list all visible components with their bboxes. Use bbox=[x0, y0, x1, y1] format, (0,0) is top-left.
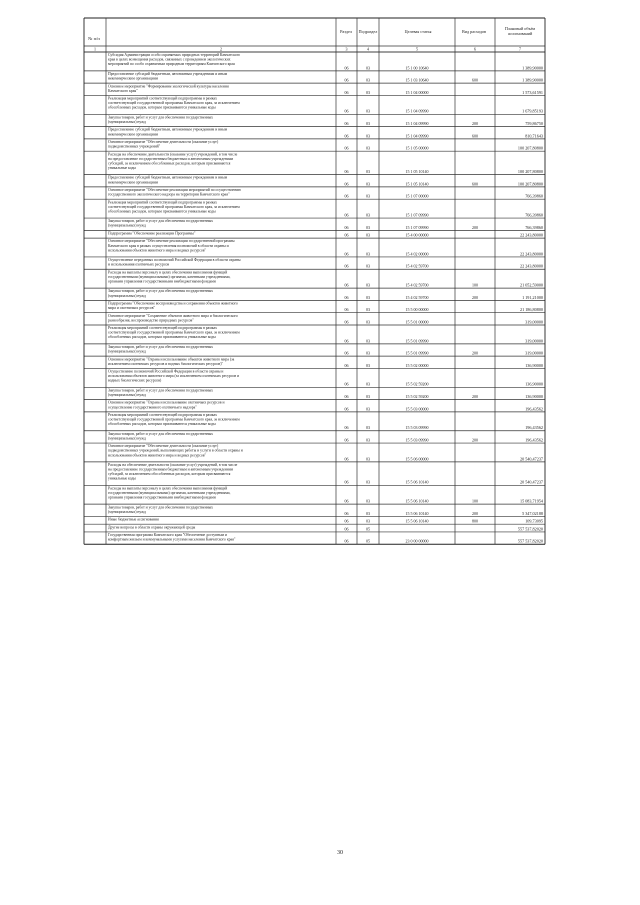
row-subsection: 03 bbox=[366, 65, 370, 71]
row-subsection: 03 bbox=[366, 224, 370, 230]
row-description: (муниципальных) нужд bbox=[108, 436, 146, 441]
row-section: 06 bbox=[344, 338, 349, 344]
row-description: Другие вопросы в области охраны окружающей среды bbox=[108, 525, 196, 530]
row-description: некоммерческим организациям bbox=[108, 180, 158, 185]
row-target-article: 15 5 01 09990 bbox=[405, 350, 429, 356]
row-description: государственными (муниципальными) органами, казенными учреждениями, bbox=[108, 490, 231, 495]
row-section: 06 bbox=[344, 263, 349, 269]
row-description: соответствующей государственной программы Камчатского края, за исключением bbox=[108, 101, 240, 106]
row-description: Закупка товаров, работ и услуг для обеспечения государственных bbox=[108, 344, 214, 349]
row-target-article: 15 5 03 00000 bbox=[405, 406, 429, 412]
row-description: Предоставление субсидий бюджетным, автономным учреждениям и иным bbox=[108, 71, 228, 76]
row-amount: 100 207,80800 bbox=[517, 181, 543, 187]
row-target-article: 15 1 04 09990 bbox=[405, 121, 429, 126]
row-section: 06 bbox=[344, 394, 349, 399]
header-col-expense-type: Вид расходов bbox=[461, 29, 487, 34]
row-description: Основное мероприятие "Обеспечение деятельности (оказание услуг) bbox=[108, 444, 219, 449]
row-section: 06 bbox=[344, 437, 349, 443]
row-description: государственными (муниципальными) органами, казенными учреждениями, bbox=[108, 274, 231, 279]
row-amount: 109,73095 bbox=[525, 518, 543, 524]
row-expense-type: 600 bbox=[472, 133, 478, 139]
row-subsection: 03 bbox=[366, 406, 370, 412]
row-section: 06 bbox=[344, 307, 349, 313]
row-description: Основное мероприятие "Обеспечение деятельности (оказание услуг) bbox=[108, 140, 219, 144]
row-subsection: 03 bbox=[366, 518, 370, 524]
row-amount: 20 540,47237 bbox=[519, 479, 543, 485]
row-target-article: 15 5 06 10140 bbox=[405, 498, 429, 504]
row-description: Расходы на выплаты персоналу в целях обеспечения выполнения функций bbox=[108, 270, 228, 275]
row-description: субсидий, за исключением обособленных расходов, которым присваиваются bbox=[108, 472, 231, 477]
row-subsection: 03 bbox=[366, 362, 370, 368]
row-description: Основное мероприятие "Охрана и использование охотничьих ресурсов и bbox=[108, 400, 225, 405]
row-target-article: 15 4 02 59700 bbox=[405, 282, 429, 288]
row-expense-type: 100 bbox=[472, 498, 478, 504]
row-section: 06 bbox=[344, 251, 349, 257]
row-expense-type: 200 bbox=[472, 294, 478, 300]
row-amount: 136,90000 bbox=[525, 394, 543, 399]
row-section: 06 bbox=[344, 362, 349, 368]
row-target-article: 15 5 06 00000 bbox=[405, 456, 429, 462]
row-subsection: 03 bbox=[366, 145, 370, 151]
header-col-amount-line: Плановый объём bbox=[504, 26, 536, 31]
row-subsection: 05 bbox=[366, 526, 370, 532]
row-subsection: 03 bbox=[366, 193, 370, 199]
row-subsection: 03 bbox=[366, 510, 370, 516]
page-number: 30 bbox=[337, 850, 343, 856]
row-description: Предоставление субсидий бюджетным, автономным учреждениям и иным bbox=[108, 127, 228, 132]
row-amount: 22 243,80000 bbox=[519, 263, 543, 269]
row-description: субсидий, за исключением обособленных расходов, которым присваиваются bbox=[108, 161, 231, 166]
row-amount: 319,00000 bbox=[525, 350, 543, 356]
row-target-article: 23 0 00 00000 bbox=[405, 538, 429, 544]
row-description: (муниципальных) нужд bbox=[108, 293, 146, 298]
row-target-article: 15 5 02 00000 bbox=[405, 362, 429, 368]
row-target-article: 15 1 00 10640 bbox=[405, 65, 429, 71]
row-description: на предоставление государственным бюджетным и автономным учреждениям bbox=[108, 467, 233, 472]
row-description: обособленных расходов, которым присваиваются уникальные коды bbox=[108, 422, 216, 427]
row-description: Реализация мероприятий соответствующей подпрограммы в рамках bbox=[108, 96, 217, 101]
row-description: Основное мероприятие "Обеспечение реализации государственной программы bbox=[108, 239, 235, 244]
row-target-article: 15 1 05 10140 bbox=[405, 169, 429, 174]
row-subsection: 03 bbox=[366, 251, 370, 257]
row-description: обособленных расходов, которым присваиваются уникальные коды bbox=[108, 335, 216, 340]
column-index-4: 4 bbox=[367, 46, 369, 52]
row-description: (муниципальных) нужд bbox=[108, 392, 146, 397]
row-subsection: 03 bbox=[366, 263, 370, 269]
row-description: уникальные коды bbox=[108, 476, 136, 481]
row-description: Осуществление переданных полномочий Российской Федерации в области охраны bbox=[108, 258, 241, 263]
row-subsection: 03 bbox=[366, 307, 370, 313]
row-target-article: 15 5 06 10140 bbox=[405, 479, 429, 485]
header-col-subsection: Подраздел bbox=[358, 29, 378, 34]
row-amount: 319,00000 bbox=[525, 338, 543, 344]
row-expense-type: 200 bbox=[472, 224, 478, 230]
row-description: Предоставление субсидий бюджетным, автономным учреждениям и иным bbox=[108, 175, 228, 180]
row-subsection: 03 bbox=[366, 350, 370, 356]
row-description: Закупка товаров, работ и услуг для обеспечения государственных bbox=[108, 289, 214, 294]
row-section: 06 bbox=[344, 212, 349, 218]
row-subsection: 03 bbox=[366, 294, 370, 300]
row-section: 06 bbox=[344, 232, 349, 238]
row-description: (муниципальных) нужд bbox=[108, 509, 146, 514]
row-section: 06 bbox=[344, 133, 349, 139]
row-target-article: 15 1 07 09990 bbox=[405, 224, 429, 230]
row-description: Основное мероприятие "Сохранение объектов животного мира и биологического bbox=[108, 313, 238, 318]
row-amount: 136,90000 bbox=[525, 362, 543, 368]
row-section: 06 bbox=[344, 89, 349, 95]
row-section: 06 bbox=[344, 381, 349, 387]
row-target-article: 15 1 07 09990 bbox=[405, 212, 429, 218]
row-target-article: 15 5 01 00000 bbox=[405, 319, 429, 325]
row-description: Подпрограмма "Обеспечение реализации Программы" bbox=[108, 231, 196, 236]
row-description: использования объектов животного мира и водных ресурсов" bbox=[108, 248, 207, 253]
row-target-article: 15 1 04 09990 bbox=[405, 133, 429, 139]
row-description: использования объектов животного мира (за исключением охотничьих ресурсов и bbox=[108, 374, 240, 379]
row-description: (муниципальных) нужд bbox=[108, 349, 146, 354]
row-subsection: 03 bbox=[366, 319, 370, 325]
row-section: 06 bbox=[344, 518, 349, 524]
row-section: 06 bbox=[344, 294, 349, 300]
row-subsection: 03 bbox=[366, 181, 370, 187]
row-description: Закупка товаров, работ и услуг для обеспечения государственных bbox=[108, 388, 214, 393]
row-description: Подпрограмма "Обеспечение воспроизводства и сохранения объектов животного bbox=[108, 301, 238, 306]
row-description: обособленных расходов, которым присваиваются уникальные коды bbox=[108, 105, 216, 110]
row-section: 06 bbox=[344, 498, 349, 504]
row-description: исключением охотничьих ресурсов и водных биологических ресурсов)" bbox=[108, 361, 223, 366]
column-index-3: 3 bbox=[345, 46, 348, 52]
header-col-target-article: Целевая статья bbox=[404, 29, 432, 34]
column-index-1: 1 bbox=[94, 46, 96, 52]
row-target-article: 15 4 02 00000 bbox=[405, 251, 429, 257]
row-target-article: 15 4 02 59700 bbox=[405, 263, 429, 269]
row-description: использования объектов животного мира и водных ресурсов" bbox=[108, 453, 207, 458]
row-description: Реализация мероприятий соответствующей подпрограммы в рамках bbox=[108, 326, 217, 331]
row-expense-type: 200 bbox=[472, 437, 478, 443]
row-description: обособленных расходов, которым присваиваются уникальные коды bbox=[108, 209, 216, 214]
row-section: 06 bbox=[344, 425, 349, 431]
row-description: Субсидия Администрации особо охраняемых природных территорий Камчатского bbox=[108, 53, 241, 58]
row-amount: 766,39860 bbox=[525, 212, 543, 218]
row-section: 06 bbox=[344, 65, 349, 71]
row-description: Расходы на обеспечение деятельности (оказание услуг) учреждений, в том числе bbox=[108, 152, 238, 157]
row-amount: 5 347,02188 bbox=[522, 510, 543, 516]
row-amount: 1 679,85193 bbox=[522, 108, 543, 114]
row-subsection: 03 bbox=[366, 479, 370, 485]
row-amount: 136,90000 bbox=[525, 381, 543, 387]
row-description: комфортным жильем и коммунальными услугами населения Камчатского края" bbox=[108, 537, 236, 542]
row-target-article: 15 5 00 00000 bbox=[405, 307, 429, 313]
row-description: подведомственных учреждений" bbox=[108, 144, 161, 149]
row-description: Основное мероприятие "Обеспечение реализации мероприятий по осуществлению bbox=[108, 188, 242, 192]
row-expense-type: 200 bbox=[472, 121, 478, 126]
row-description: (муниципальных) нужд bbox=[108, 119, 146, 124]
row-amount: 1 191,21000 bbox=[522, 294, 543, 300]
row-amount: 557 537,82020 bbox=[517, 538, 543, 544]
row-description: уникальные коды bbox=[108, 165, 136, 170]
header-col-amount bbox=[505, 26, 536, 36]
row-section: 06 bbox=[344, 193, 349, 199]
column-index-7: 7 bbox=[519, 46, 521, 52]
row-description: Реализация мероприятий соответствующей подпрограммы в рамках bbox=[108, 200, 217, 205]
row-amount: 766,39860 bbox=[525, 193, 543, 199]
header-num-label: № п/п bbox=[88, 36, 100, 41]
row-description: Реализация мероприятий соответствующей подпрограммы в рамках bbox=[108, 413, 217, 417]
row-subsection: 03 bbox=[366, 425, 370, 431]
row-subsection: 03 bbox=[366, 108, 370, 114]
row-description: подведомственных учреждений, выполняющих работы и услуги в области охраны и bbox=[108, 448, 243, 453]
row-description: и использования охотничьих ресурсов bbox=[108, 262, 170, 267]
row-section: 06 bbox=[344, 526, 349, 532]
row-amount: 766,39860 bbox=[525, 224, 543, 230]
row-subsection: 03 bbox=[366, 282, 370, 288]
row-amount: 21 052,59000 bbox=[519, 282, 543, 288]
row-target-article: 15 1 05 00000 bbox=[405, 145, 429, 151]
row-subsection: 03 bbox=[366, 456, 370, 462]
row-description: Государственная программа Камчатского края "Обеспечение доступным и bbox=[108, 533, 227, 538]
row-amount: 196,43562 bbox=[525, 437, 543, 443]
row-subsection: 03 bbox=[366, 338, 370, 344]
row-amount: 21 186,80800 bbox=[519, 307, 543, 313]
row-amount: 196,43562 bbox=[525, 406, 543, 412]
row-section: 06 bbox=[344, 108, 349, 114]
row-expense-type: 200 bbox=[472, 510, 478, 516]
row-description: Основное мероприятие "Охрана и использование объектов животного мира (за bbox=[108, 357, 235, 362]
row-description: некоммерческим организациям bbox=[108, 76, 158, 81]
row-section: 06 bbox=[344, 145, 349, 151]
row-amount: 196,43562 bbox=[525, 425, 543, 431]
row-target-article: 15 1 05 10140 bbox=[405, 181, 429, 187]
row-amount: 1 389,90000 bbox=[522, 65, 543, 71]
row-subsection: 03 bbox=[366, 121, 370, 126]
row-expense-type: 600 bbox=[472, 181, 478, 187]
row-description: Расходы на обеспечение деятельности (оказание услуг) учреждений, в том числе bbox=[108, 463, 238, 467]
row-section: 06 bbox=[344, 181, 349, 187]
row-target-article: 15 5 06 10140 bbox=[405, 518, 429, 524]
row-description: соответствующей государственной программы Камчатского края, за исключением bbox=[108, 204, 240, 209]
row-target-article: 15 1 07 00000 bbox=[405, 193, 429, 199]
row-section: 06 bbox=[344, 282, 349, 288]
row-description: Камчатского края" bbox=[108, 88, 138, 93]
row-description: Основное мероприятие "Формирование экологической культуры населения bbox=[108, 84, 229, 89]
row-subsection: 03 bbox=[366, 232, 370, 238]
row-amount: 319,00000 bbox=[525, 319, 543, 325]
row-section: 06 bbox=[344, 319, 349, 325]
row-section: 06 bbox=[344, 224, 349, 230]
column-index-6: 6 bbox=[474, 46, 476, 52]
row-amount: 100 207,80800 bbox=[517, 145, 543, 151]
header-col-section: Раздел bbox=[340, 29, 352, 34]
row-amount: 1 573,61591 bbox=[522, 89, 543, 95]
row-description: государственного экологического надзора на территории Камчатского края" bbox=[108, 192, 230, 197]
column-index-5: 5 bbox=[416, 46, 418, 52]
row-amount: 15 083,71954 bbox=[519, 498, 543, 504]
row-amount: 810,71643 bbox=[525, 133, 543, 139]
row-description: органами управления государственными внебюджетными фондами bbox=[108, 279, 216, 284]
row-section: 06 bbox=[344, 538, 349, 544]
row-subsection: 03 bbox=[366, 212, 370, 218]
row-target-article: 15 5 03 09990 bbox=[405, 425, 429, 431]
row-amount: 22 243,80000 bbox=[519, 251, 543, 257]
row-target-article: 15 5 06 10140 bbox=[405, 510, 429, 516]
row-description: разнообразия, воспроизводство природных ресурсов" bbox=[108, 318, 194, 323]
row-target-article: 15 1 04 00000 bbox=[405, 89, 429, 95]
row-description: Камчатского края в рамках осуществления полномочий в области охраны и bbox=[108, 243, 229, 248]
row-amount: 20 540,47237 bbox=[519, 456, 543, 462]
row-subsection: 03 bbox=[366, 133, 370, 139]
row-expense-type: 600 bbox=[472, 77, 478, 83]
row-description: мероприятий по особо охраняемым природным территориям Камчатского края bbox=[108, 62, 235, 67]
row-description: соответствующей государственной программы Камчатского края, за исключением bbox=[108, 330, 240, 335]
row-amount: 759,86750 bbox=[525, 121, 543, 126]
row-section: 06 bbox=[344, 77, 349, 83]
row-description: водных биологических ресурсов) bbox=[108, 378, 162, 383]
row-description: Осуществление полномочий Российской Федерации в области охраны и bbox=[108, 369, 224, 374]
row-description: Закупка товаров, работ и услуг для обеспечения государственных bbox=[108, 219, 214, 224]
row-target-article: 15 4 02 59700 bbox=[405, 294, 429, 300]
row-amount: 22 243,80000 bbox=[519, 232, 543, 238]
column-index-2: 2 bbox=[220, 46, 222, 52]
row-subsection: 05 bbox=[366, 538, 370, 544]
row-target-article: 15 5 03 09990 bbox=[405, 437, 429, 443]
row-subsection: 03 bbox=[366, 89, 370, 95]
row-description: Иные бюджетные ассигнования bbox=[108, 517, 159, 522]
row-amount: 100 207,80800 bbox=[517, 169, 543, 174]
row-description: мира и охотничьих ресурсов" bbox=[108, 306, 156, 311]
row-description: на предоставление государственным бюджетным и автономным учреждениям bbox=[108, 156, 233, 161]
row-subsection: 03 bbox=[366, 394, 370, 399]
row-target-article: 15 4 00 00000 bbox=[405, 232, 429, 238]
row-subsection: 03 bbox=[366, 437, 370, 443]
row-description: Расходы на выплаты персоналу в целях обеспечения выполнения функций bbox=[108, 486, 228, 491]
row-section: 06 bbox=[344, 510, 349, 516]
row-target-article: 15 5 02 59200 bbox=[405, 381, 429, 387]
row-section: 06 bbox=[344, 479, 349, 485]
row-description: края в целях возмещения расходов, связанных с проведением экологических bbox=[108, 57, 231, 62]
row-description: осуществление государственного охотничьего надзора" bbox=[108, 405, 197, 410]
row-section: 06 bbox=[344, 406, 349, 412]
row-section: 06 bbox=[344, 169, 349, 174]
row-expense-type: 800 bbox=[472, 518, 478, 524]
row-description: Закупка товаров, работ и услуг для обеспечения государственных bbox=[108, 431, 214, 436]
row-subsection: 03 bbox=[366, 498, 370, 504]
row-subsection: 03 bbox=[366, 77, 370, 83]
row-description: (муниципальных) нужд bbox=[108, 223, 146, 228]
header-col-amount-line: ассигнований bbox=[507, 31, 533, 36]
row-amount: 557 537,82020 bbox=[517, 526, 543, 532]
row-target-article: 15 5 01 09990 bbox=[405, 338, 429, 344]
row-expense-type: 200 bbox=[472, 394, 478, 399]
row-section: 06 bbox=[344, 121, 349, 126]
row-target-article: 15 1 04 09990 bbox=[405, 108, 429, 114]
row-target-article: 15 5 02 59200 bbox=[405, 394, 429, 399]
row-description: органами управления государственными внебюджетными фондами bbox=[108, 495, 216, 500]
row-description: некоммерческим организациям bbox=[108, 132, 158, 137]
row-description: Закупка товаров, работ и услуг для обеспечения государственных bbox=[108, 505, 214, 510]
row-expense-type: 100 bbox=[472, 282, 478, 288]
row-description: соответствующей государственной программы Камчатского края, за исключением bbox=[108, 417, 240, 422]
row-target-article: 15 1 03 10640 bbox=[405, 77, 429, 83]
row-section: 06 bbox=[344, 456, 349, 462]
row-amount: 1 389,90000 bbox=[522, 77, 543, 83]
row-subsection: 03 bbox=[366, 381, 370, 387]
row-expense-type: 200 bbox=[472, 350, 478, 356]
row-section: 06 bbox=[344, 350, 349, 356]
row-subsection: 03 bbox=[366, 169, 370, 174]
row-description: Закупка товаров, работ и услуг для обеспечения государственных bbox=[108, 115, 214, 120]
